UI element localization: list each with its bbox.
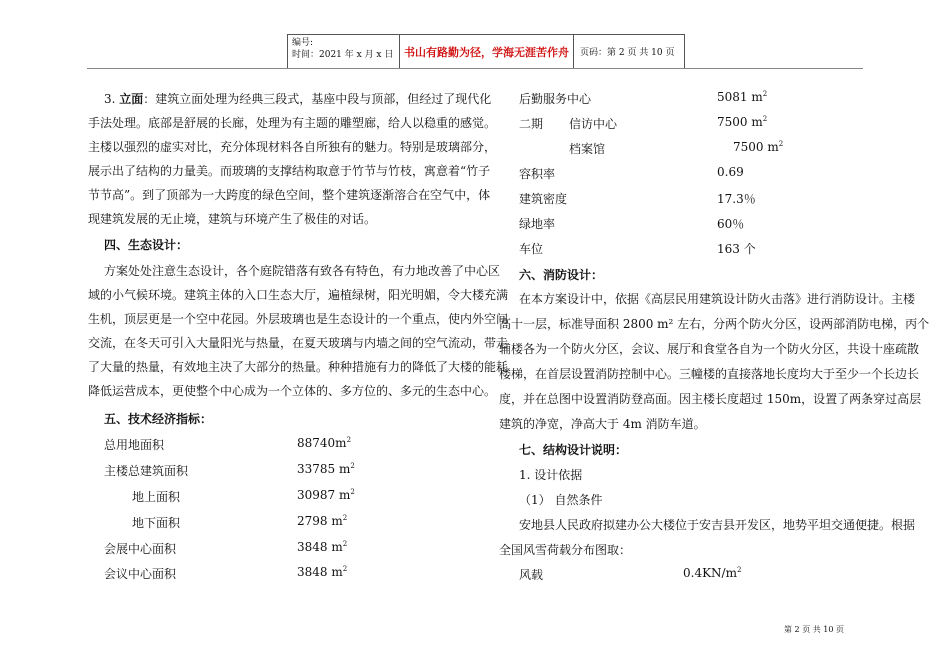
header-meta bbox=[288, 35, 400, 68]
indicator-label: 总用地面积 bbox=[104, 438, 165, 452]
page-header bbox=[287, 34, 685, 69]
eco-line: 域的小气候环境。建筑主体的入口生态大厅，遍植绿树，阳光明媚，令大楼充满 bbox=[88, 288, 509, 302]
wind-load-label: 风载 bbox=[519, 568, 544, 582]
facade-line: ：建筑立面处理为经典三段式，基座中段与顶部，但经过了现代化 bbox=[143, 92, 492, 106]
indicator-value: 2798 $m^2$ bbox=[297, 514, 348, 528]
eco-line: 生机，顶层更是一个空中花园。外层玻璃也是生态设计的一个重点，使内外空间 bbox=[88, 312, 509, 326]
site-line: 全国风雪荷载分布图取： bbox=[499, 543, 632, 557]
indicator-label: 会展中心面积 bbox=[104, 542, 177, 556]
fire-line: 楼梯，在首层设置消防控制中心。三幢楼的直接落地长度均大于至少一个长边长 bbox=[499, 367, 920, 381]
fire-line: 建筑的净宽，净高大于 4m 消防车道。 bbox=[499, 417, 706, 431]
indicator-label: 容积率 bbox=[519, 167, 556, 181]
wind-load-value: $0.4KN/m^2$ bbox=[683, 566, 742, 580]
facade-paragraph-first bbox=[104, 90, 491, 107]
indicator-value: 5081 $m^2$ bbox=[717, 90, 768, 104]
indicator-value: 3848 $m^2$ bbox=[297, 565, 348, 579]
facade-line: 展示出了结构的力量美。而玻璃的支撑结构取意于竹节与竹枝，寓意着“竹子 bbox=[88, 164, 491, 178]
indicator-value: 60％ bbox=[717, 217, 745, 231]
facade-title: 立面 bbox=[119, 92, 144, 106]
header-time: 时间：2021 年 x 月 x 日 bbox=[292, 50, 394, 60]
fire-line: 度，并在总图中设置消防登高面。因主楼长度超过 150m，设置了两条穿过高层 bbox=[499, 392, 922, 406]
indicator-sublabel: 信访中心 bbox=[569, 117, 618, 131]
page-footer: 第 2 页 共 10 页 bbox=[784, 625, 844, 634]
indicator-label: 地下面积 bbox=[132, 516, 181, 530]
facade-line: 节节高”。到了顶部为一大跨度的绿色空间，整个建筑逐渐溶合在空气中，体 bbox=[88, 188, 491, 202]
natural-conditions: （1） 自然条件 bbox=[519, 493, 603, 507]
eco-heading: 四、生态设计： bbox=[104, 238, 189, 252]
fire-line: 在本方案设计中，依据《高层民用建筑设计防火击落》进行消防设计。主楼 bbox=[519, 292, 916, 306]
indicator-label: 会议中心面积 bbox=[104, 567, 177, 581]
indicator-label: 绿地率 bbox=[519, 217, 556, 231]
indicator-value: 33785 $m^2$ bbox=[297, 462, 355, 476]
design-basis: 1. 设计依据 bbox=[519, 468, 583, 482]
fire-heading: 六、消防设计： bbox=[519, 268, 604, 282]
indicator-label: 主楼总建筑面积 bbox=[104, 464, 189, 478]
indicator-label: 建筑密度 bbox=[519, 192, 568, 206]
indicator-value: 7500 $m^2$ bbox=[733, 140, 784, 154]
structure-heading: 七、结构设计说明： bbox=[519, 443, 628, 457]
indicator-label: 后勤服务中心 bbox=[519, 92, 592, 106]
indicator-label: 地上面积 bbox=[132, 490, 181, 504]
facade-number: 3. bbox=[104, 92, 120, 106]
indicator-label: 档案馆 bbox=[569, 142, 606, 156]
fire-line: 辅楼各为一个防火分区，会议、展厅和食堂各自为一个防火分区，共设十座疏散 bbox=[499, 342, 920, 356]
eco-line: 方案处处注意生态设计，各个庭院错落有致各有特色，有力地改善了中心区 bbox=[104, 264, 501, 278]
eco-line: 交流，在冬天可引入大量阳光与热量，在夏天玻璃与内墙之间的空气流动，带走 bbox=[88, 336, 509, 350]
facade-line: 手法处理。底部是舒展的长廊，处理为有主题的雕塑廊，给人以稳重的感觉。 bbox=[88, 116, 497, 130]
eco-line: 降低运营成本，更使整个中心成为一个立体的、多方位的、多元的生态中心。 bbox=[88, 384, 497, 398]
indicator-value: 163 个 bbox=[717, 242, 756, 256]
indicator-value: $88740m^2$ bbox=[297, 436, 352, 450]
site-line: 安地县人民政府拟建办公大楼位于安吉县开发区，地势平坦交通便捷。根据 bbox=[519, 518, 916, 532]
tech-heading: 五、技术经济指标： bbox=[104, 412, 213, 426]
indicator-value: 0.69 bbox=[717, 165, 744, 179]
indicator-label: 车位 bbox=[519, 242, 544, 256]
indicator-value: 7500 $m^2$ bbox=[717, 115, 768, 129]
header-motto: 书山有路勤为径，学海无涯苦作舟 bbox=[400, 35, 574, 68]
facade-line: 现建筑发展的无止境，建筑与环境产生了极佳的对话。 bbox=[88, 212, 377, 226]
indicator-value: 30987 $m^2$ bbox=[297, 488, 355, 502]
facade-line: 主楼以强烈的虚实对比，充分体现材料各自所独有的魅力。特别是玻璃部分， bbox=[88, 140, 497, 154]
header-number-label: 编号: bbox=[292, 38, 314, 48]
indicator-label: 二期 bbox=[519, 117, 544, 131]
eco-line: 了大量的热量，有效地主决了大部分的热量。种种措施有力的降低了大楼的能耗 bbox=[88, 360, 509, 374]
fire-line: 高十一层，标准导面积 2800 m² 左右，分两个防火分区，设两部消防电梯，丙个 bbox=[499, 317, 930, 331]
header-divider bbox=[87, 68, 863, 69]
indicator-value: 3848 $m^2$ bbox=[297, 540, 348, 554]
indicator-value: 17.3％ bbox=[717, 192, 756, 206]
header-page: 页码：第 2 页 共 10 页 bbox=[580, 48, 675, 58]
